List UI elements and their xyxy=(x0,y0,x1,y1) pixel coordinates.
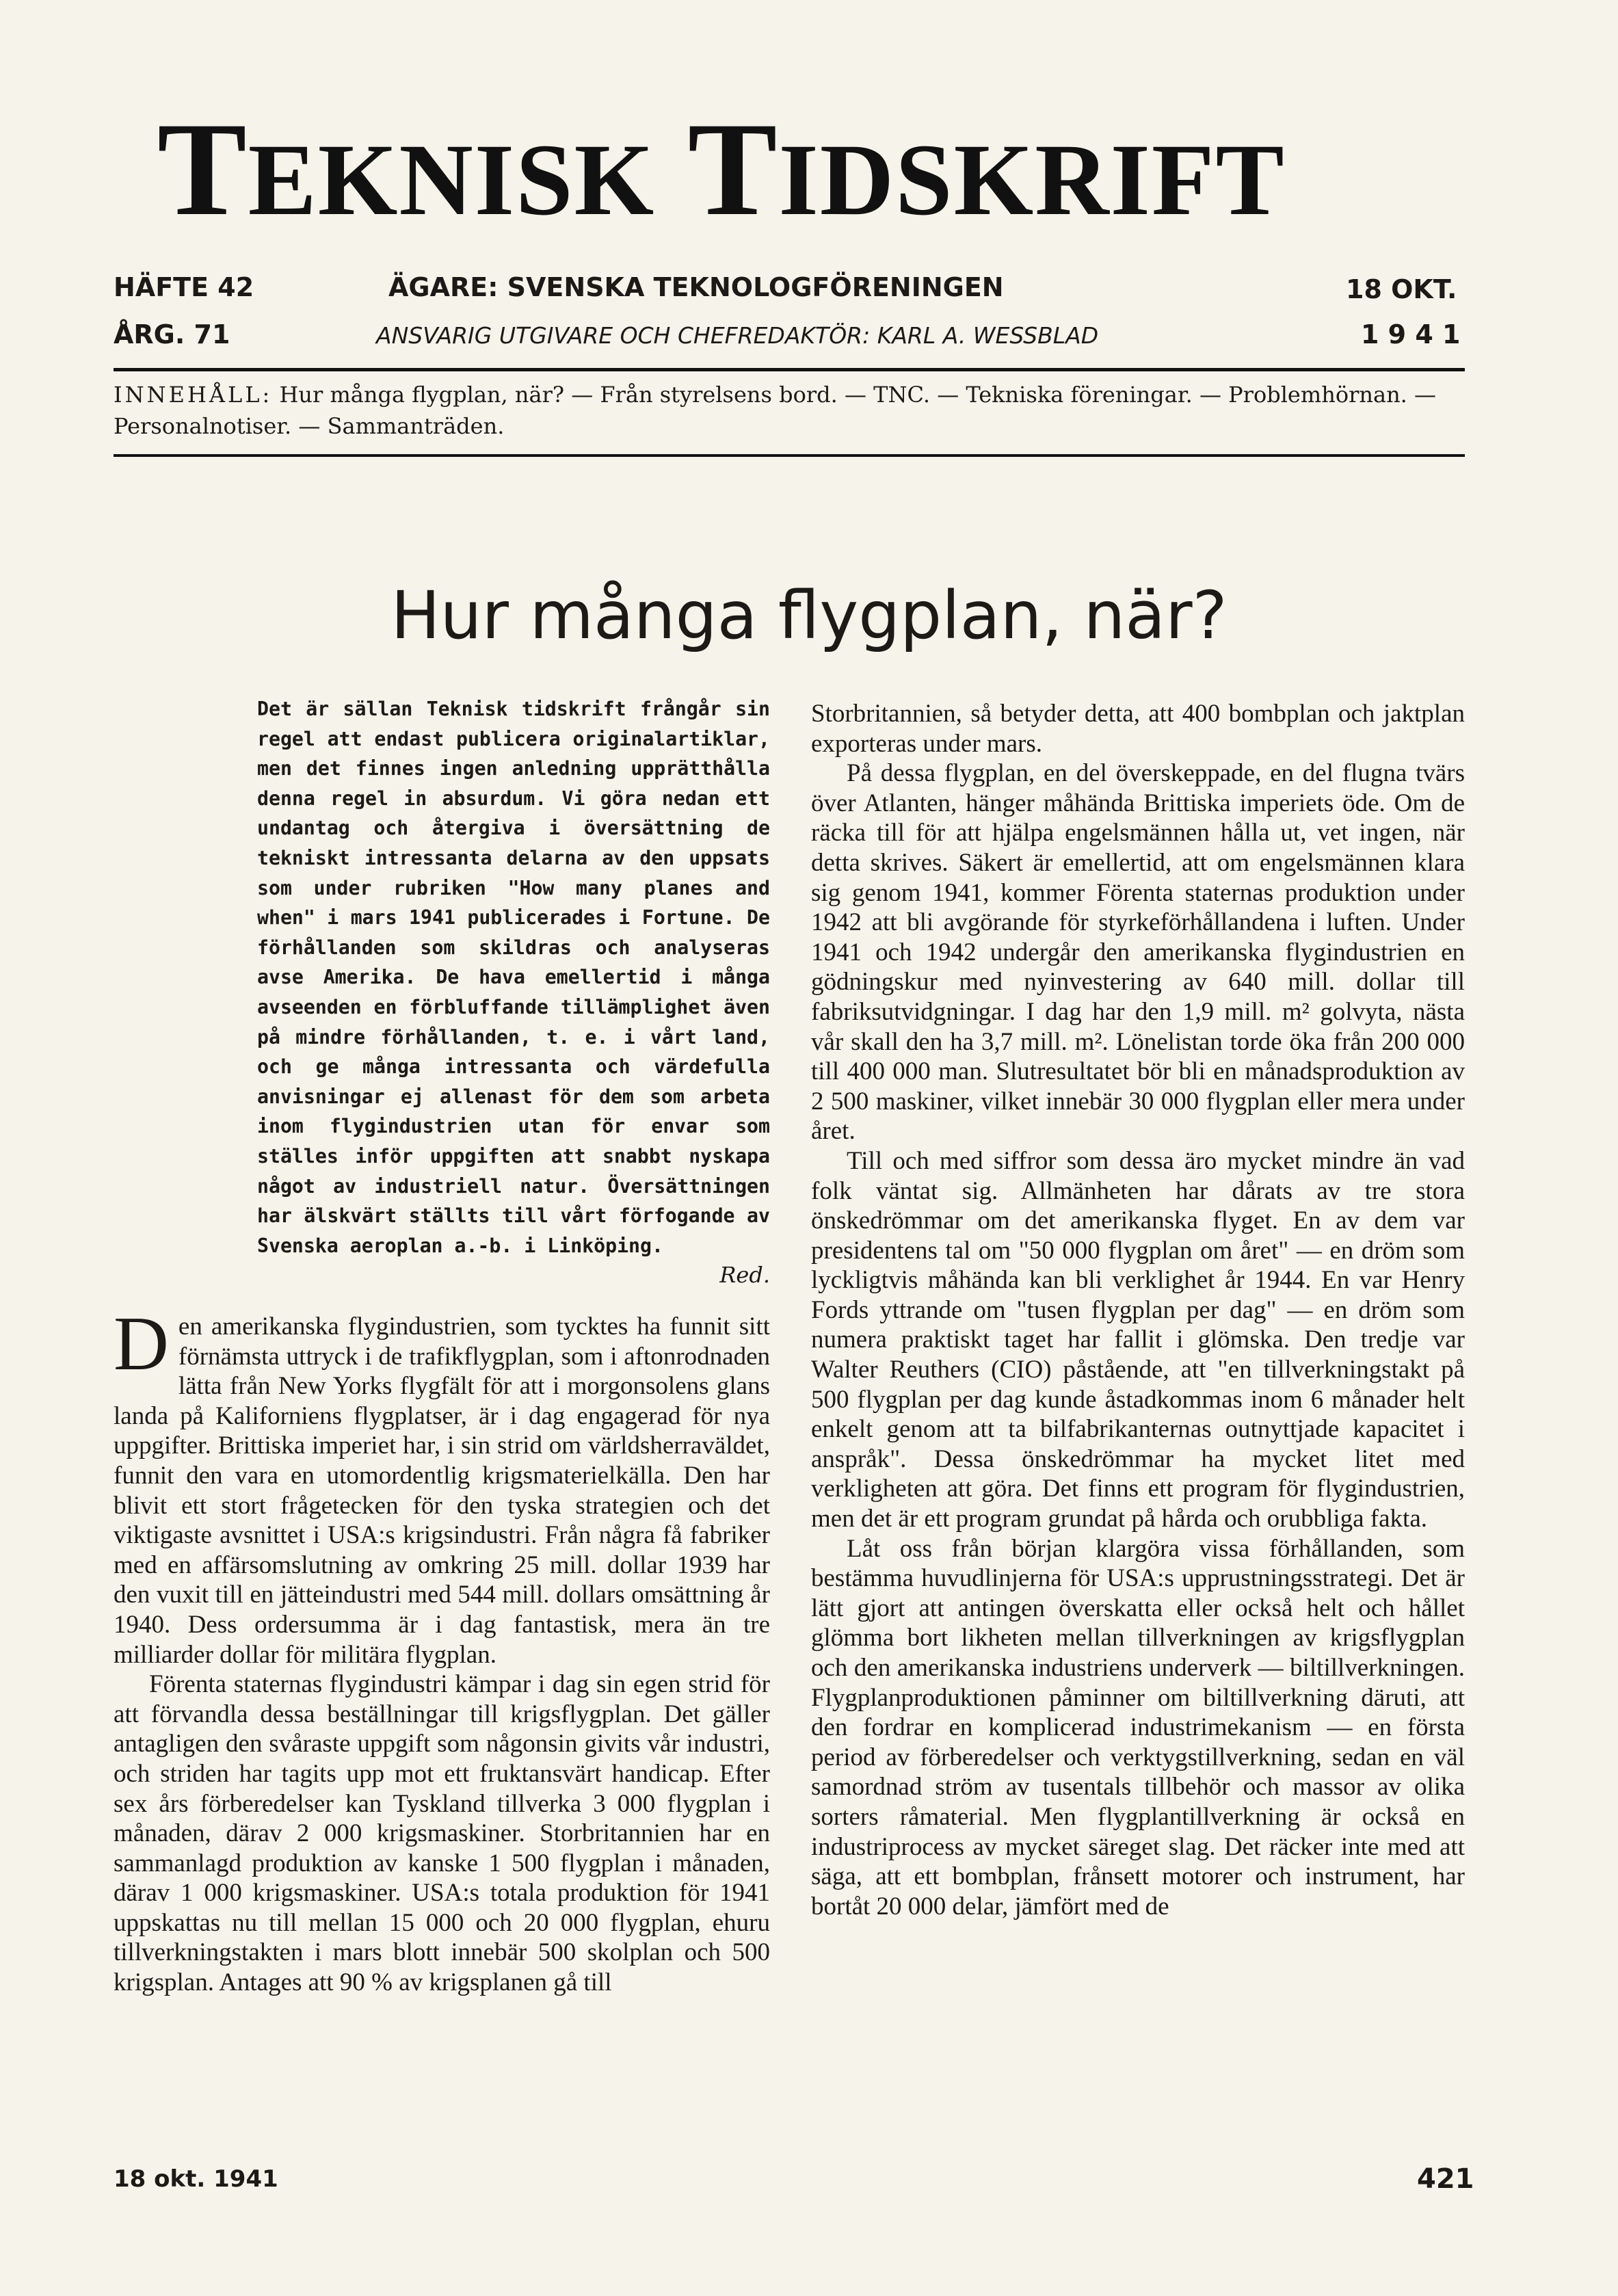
masthead-word-2: IDSKRIFT xyxy=(778,123,1286,237)
paragraph: Den amerikanska flygindustrien, som tycktes ha funnit sitt förnämsta uttryck i de trafikflygplan, som i aftonrodnaden lätta från New Yorks flygfält för att i morgonsolens glans landa på Kaliforniens flygplatser, är i dag engagerad för nya uppgifter. Brittiska imperiet har, i sin strid om världsherraväldet, funnit den vara en utomordentlig krigsmaterielkälla. Den har blivit ett stort frågetecken för den tyska strategien och det viktigaste avsnittet i USA:s krigsindustri. Från några få fabriker med en affärsomslutning av omkring 25 mill. dollar 1939 har den vuxit till en jätteindustri med 544 mill. dollars omsättning år 1940. Dess ordersumma är i dag fantastisk, mera än tre milliarder dollar för militära flygplan. xyxy=(114,1302,770,1669)
drop-cap: D xyxy=(114,1302,169,1386)
toc-text: Hur många flygplan, när? — Från styrelsens bord. — TNC. — Tekniska föreningar. — Problemhörnan. — Personalnotiser. — Sammanträden. xyxy=(114,382,1437,439)
preface-signature: Red. xyxy=(719,1262,770,1289)
issue-date: 18 OKT. xyxy=(1346,274,1457,304)
volume-number: ÅRG. 71 xyxy=(114,319,230,349)
issue-year: 1 9 4 1 xyxy=(1361,319,1461,349)
page-number: 421 xyxy=(1417,2163,1474,2195)
preface-text: Det är sällan Teknisk tidskrift frångår sin regel att endast publicera originalartiklar, men det finnes ingen anledning upprätthålla denna regel in absurdum. Vi göra nedan ett undantag och återgiva i översättning de tekniskt intressanta delarna av den uppsats som under rubriken "How many planes and when" i mars 1941 publicerades i Fortune. De förhållanden som skildras och analyseras avse Amerika. De hava emellertid i många avseenden en förbluffande tillämplighet även på mindre förhållanden, t. e. i vårt land, och ge många intressanta och värdefulla anvisningar ej allenast för dem som arbeta inom flygindustrien utan för envar som ställes inför uppgiften att snabbt nyskapa något av industriell natur. Översättningen har älskvärt ställts till vårt förfogande av Svenska aeroplan a.-b. i Linköping. xyxy=(257,698,770,1257)
paragraph: Låt oss från början klargöra vissa förhållanden, som bestämma huvudlinjerna för USA:s upprustningsstrategi. Det är lätt gjort att antingen överskatta eller också helt och hållet glömma bort likheten mellan tillverkningen av krigsflygplan och den amerikanska industriens underverk — biltillverkningen. Flygplanproduktionen påminner om biltillverkning däruti, att den fordrar en komplicerad industrimekanism — en första period av förberedelser och verktygstillverkning, sedan en väl samordnad ström av tusentals tillbehör och massor av olika sorters råmaterial. Men flygplantillverkning är också en industriprocess av mycket säreget slag. Det räcker inte med att säga, att ett bombplan, frånsett motorer och instrument, har bortåt 20 000 delar, jämfört med de xyxy=(811,1534,1465,1921)
owner-line: ÄGARE: SVENSKA TEKNOLOGFÖRENINGEN xyxy=(388,272,1004,302)
table-of-contents xyxy=(114,379,1465,442)
footer-date: 18 okt. 1941 xyxy=(114,2165,278,2193)
toc-label: INNEHÅLL: xyxy=(114,382,273,408)
paragraph: Till och med siffror som dessa äro mycket mindre än vad folk väntat sig. Allmänheten har dårats av tre stora önskedrömmar om det amerikanska flyget. En av dem var presidentens tal om "50 000 flygplan om året" — en dröm som lyckligtvis måhända kan bli verklighet år 1944. En var Henry Fords yttrande om "tusen flygplan per dag" — en dröm som numera praktiskt taget har fallit i glömska. Den tredje var Walter Reuthers (CIO) påstående, att "en tillverkningstakt på 500 flygplan per dag kunde åstadkommas inom 6 månader helt enkelt genom att ta bilfabrikanternas outnyttjade kapacitet i anspråk". Dessa önskedrömmar ha mycket litet med verkligheten att göra. Det finns ett program för flygindustrien, men det är ett program grundat på hårda och orubbliga fakta. xyxy=(811,1146,1465,1533)
masthead xyxy=(157,95,1457,243)
editor-line: ANSVARIG UTGIVARE OCH CHEFREDAKTÖR: KARL A. WESSBLAD xyxy=(376,322,1099,349)
article-title: Hur många flygplan, när? xyxy=(390,577,1228,654)
paragraph: Storbritannien, så betyder detta, att 400 bombplan och jaktplan exporteras under mars. xyxy=(811,700,1465,758)
toc-rule xyxy=(114,454,1465,457)
masthead-word-1: EKNISK xyxy=(248,123,656,237)
left-column xyxy=(114,1302,770,1998)
top-rule xyxy=(114,368,1465,371)
masthead-initial-2: T xyxy=(687,95,779,243)
editor-preface xyxy=(257,694,770,1291)
masthead-initial-1: T xyxy=(157,95,248,243)
paragraph: På dessa flygplan, en del överskeppade, en del flugna tvärs över Atlanten, hänger måhända Brittiska imperiets öde. Om de räcka till för att hjälpa engelsmännen hålla ut, vet ingen, när detta skrives. Säkert är emellertid, att om engelsmännen klara sig genom 1941, kommer Förenta staternas produktion under 1942 att bli avgörande för styrkeförhållandena i luften. Under 1941 och 1942 undergår den amerikanska flygindustrien en gödningskur med nyinvestering av 640 mill. dollar till fabriksutvidgningar. I dag har den 1,9 mill. m² golvyta, nästa vår skall den ha 3,7 mill. m². Lönelistan torde öka från 200 000 till 400 000 man. Slutresultatet bör bli en månadsproduktion av 2 500 maskiner, vilket innebär 30 000 flygplan eller mera under året. xyxy=(811,759,1465,1146)
issue-number: HÄFTE 42 xyxy=(114,272,254,302)
paragraph: Förenta staternas flygindustri kämpar i dag sin egen strid för att förvandla dessa beställningar till krigsflygplan. Det gäller antagligen den svåraste uppgift som någonsin givits vår industri, och striden har tagits upp mot ett fruktansvärt handicap. Efter sex års förberedelser kan Tyskland tillverka 3 000 flygplan i månaden, därav 2 000 krigsmaskiner. Storbritannien har en sammanlagd produktion av kanske 1 500 flygplan i månaden, därav 1 000 krigsmaskiner. USA:s totala produktion för 1941 uppskattas nu till mellan 15 000 och 20 000 flygplan, ehuru tillverkningstakten i mars blott innebär 500 skolplan och 500 krigsplan. Antages att 90 % av krigsplanen gå till xyxy=(114,1670,770,1997)
right-column xyxy=(811,699,1465,1921)
